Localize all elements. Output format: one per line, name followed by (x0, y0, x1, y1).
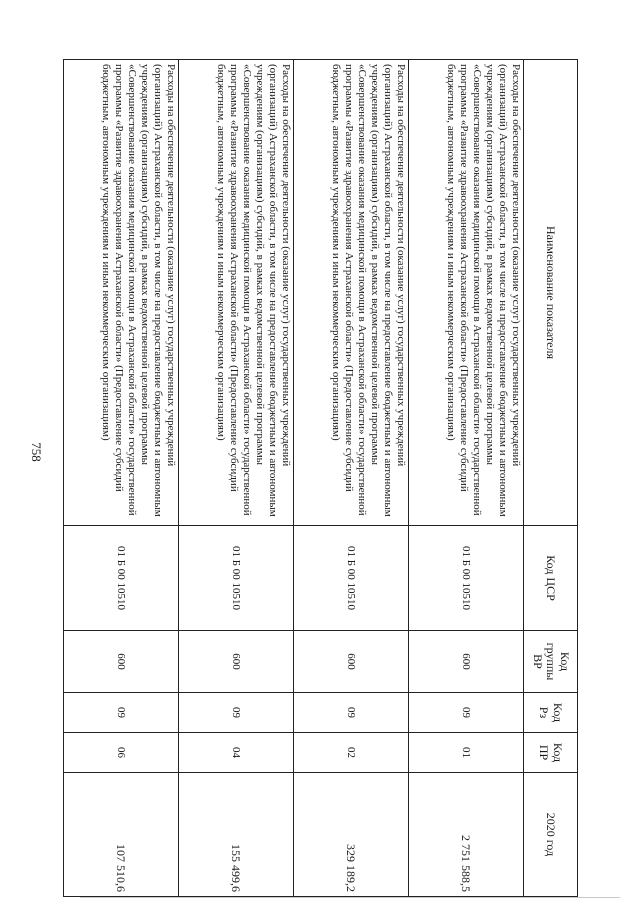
table-row (409, 60, 524, 897)
row-amount: 2 751 588,5 (409, 773, 524, 897)
header-vr: Код группы ВР (524, 631, 578, 693)
row-vr: 600 (179, 631, 294, 693)
scan-bottom-edge (80, 897, 620, 898)
header-csr: Код ЦСР (524, 526, 578, 631)
header-year: 2020 год (524, 773, 578, 897)
row-csr: 01 Б 00 10510 (179, 526, 294, 631)
row-rz: 09 (64, 693, 179, 733)
row-csr: 01 Б 00 10510 (294, 526, 409, 631)
row-amount: 107 510,6 (64, 773, 179, 897)
row-name: Расходы на обеспечение деятельности (оказание услуг) государственных учреждений (организаций) Астраханской области, в том числе на предоставление бюджетным и автономным учреждениям (организациям) субсидий, в рамках ведомственной целевой программы «Совершенствование оказания медицинской помощи в Астраханской области» государственной программы «Развитие здравоохранения Астраханской области» (Предоставление субсидий бюджетным, автономным учреждениям и иным некоммерческим организациям) (294, 60, 409, 526)
header-pr: Код ПР (524, 733, 578, 773)
page-number: 758 (29, 442, 44, 462)
row-pr: 01 (409, 733, 524, 773)
row-rz: 09 (409, 693, 524, 733)
row-vr: 600 (294, 631, 409, 693)
row-pr: 04 (179, 733, 294, 773)
table-row (179, 60, 294, 897)
table-header-row (524, 60, 578, 897)
header-rz: Код Рз (524, 693, 578, 733)
rotated-page-content (64, 59, 578, 896)
row-csr: 01 Б 00 10510 (64, 526, 179, 631)
row-name: Расходы на обеспечение деятельности (оказание услуг) государственных учреждений (организаций) Астраханской области, в том числе на предоставление бюджетным и автономным учреждениям (организациям) субсидий, в рамках ведомственной целевой программы «Совершенствование оказания медицинской помощи в Астраханской области» государственной программы «Развитие здравоохранения Астраханской области» (Предоставление субсидий бюджетным, автономным учреждениям и иным некоммерческим организациям) (64, 60, 179, 526)
row-rz: 09 (294, 693, 409, 733)
budget-table (63, 59, 578, 897)
header-name: Наименование показателя (524, 60, 578, 526)
row-name: Расходы на обеспечение деятельности (оказание услуг) государственных учреждений (организаций) Астраханской области, в том числе на предоставление бюджетным и автономным учреждениям (организациям) субсидий, в рамках ведомственной целевой программы «Совершенствование оказания медицинской помощи в Астраханской области» государственной программы «Развитие здравоохранения Астраханской области» (Предоставление субсидий бюджетным, автономным учреждениям и иным некоммерческим организациям) (179, 60, 294, 526)
row-csr: 01 Б 00 10510 (409, 526, 524, 631)
row-pr: 06 (64, 733, 179, 773)
row-vr: 600 (64, 631, 179, 693)
row-amount: 155 499,6 (179, 773, 294, 897)
row-pr: 02 (294, 733, 409, 773)
table-row (294, 60, 409, 897)
row-name: Расходы на обеспечение деятельности (оказание услуг) государственных учреждений (организаций) Астраханской области, в том числе на предоставление бюджетным и автономным учреждениям (организациям) субсидий, в рамках ведомственной целевой программы «Совершенствование оказания медицинской помощи в Астраханской области» государственной программы «Развитие здравоохранения Астраханской области» (Предоставление субсидий бюджетным, автономным учреждениям и иным некоммерческим организациям) (409, 60, 524, 526)
table-row (64, 60, 179, 897)
row-vr: 600 (409, 631, 524, 693)
row-amount: 329 189,2 (294, 773, 409, 897)
row-rz: 09 (179, 693, 294, 733)
